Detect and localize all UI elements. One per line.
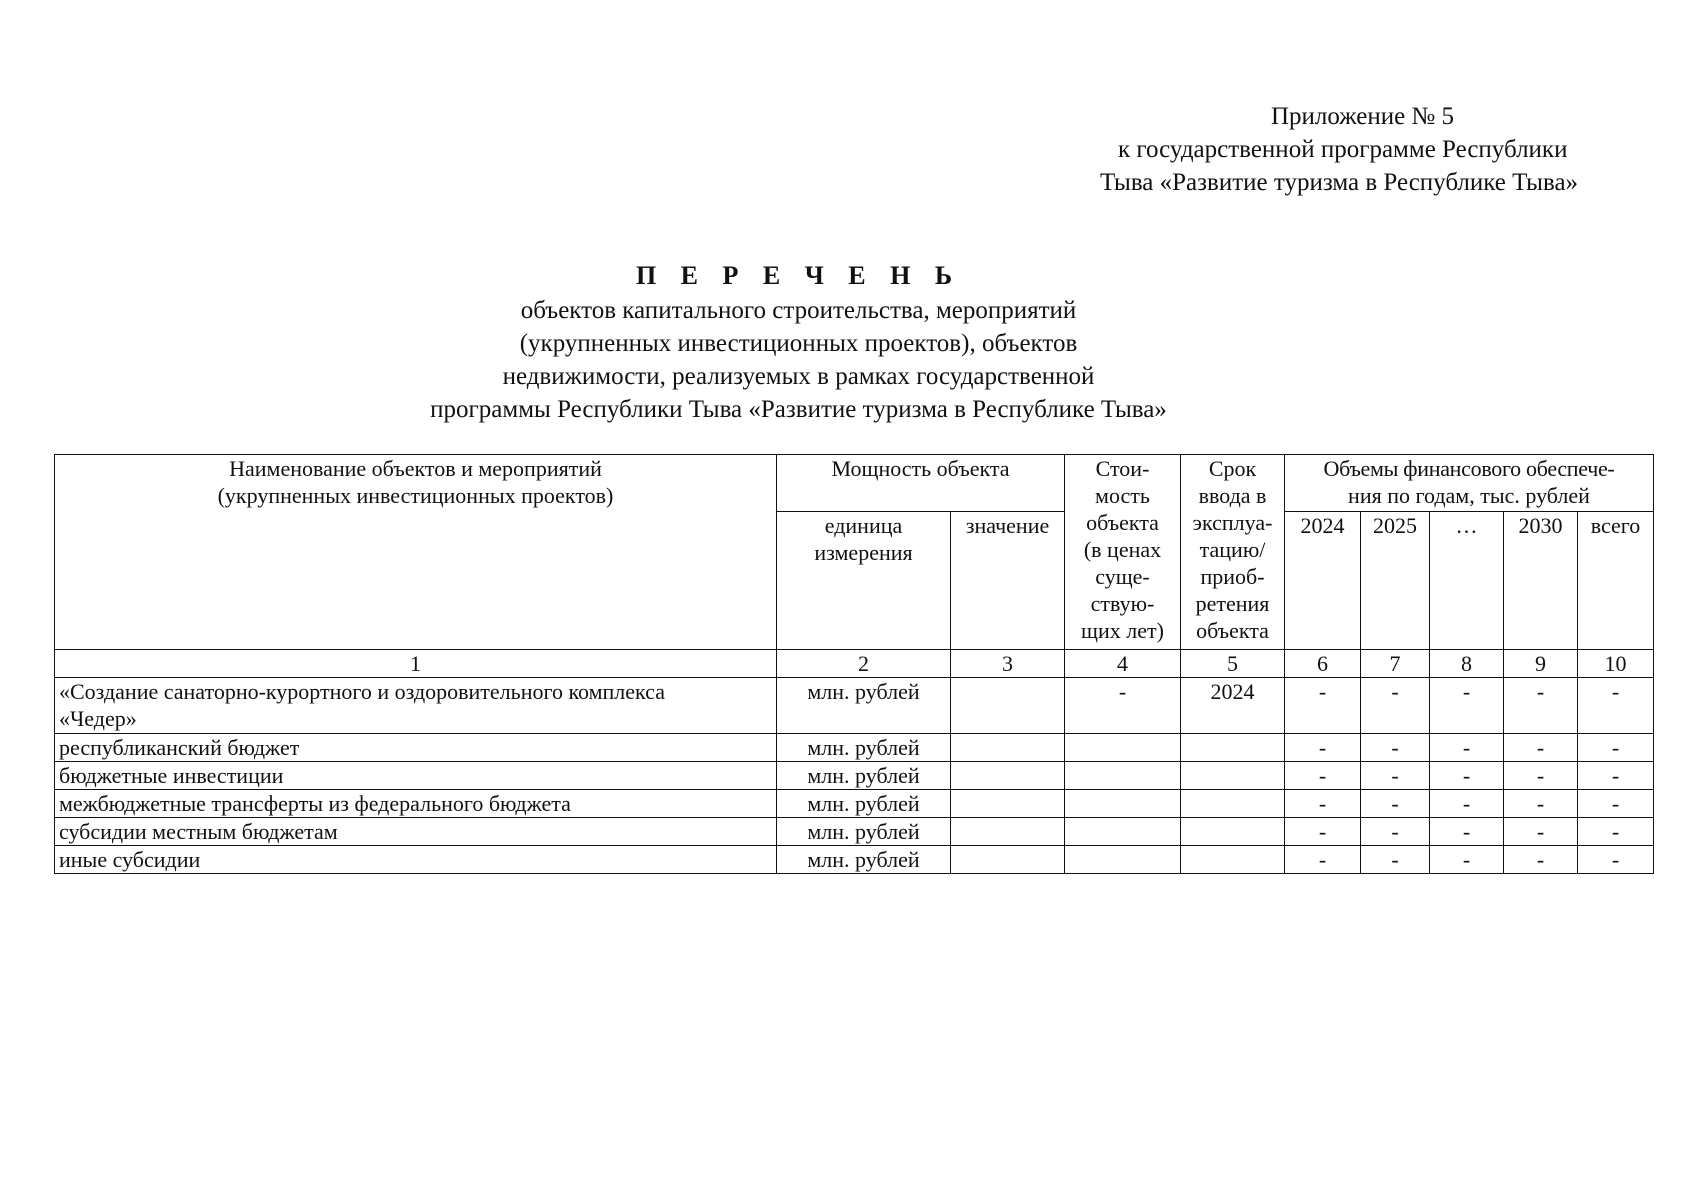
row-unit: млн. рублей — [777, 762, 951, 790]
row-term — [1181, 818, 1285, 846]
header-cost: Стои- мость объекта (в ценах суще- ствую- щих лет) — [1065, 455, 1181, 650]
document-heading — [0, 258, 1697, 426]
header-term: Срок ввода в эксплуа- тацию/ приоб- ретения объекта — [1181, 455, 1285, 650]
row-name: бюджетные инвестиции — [55, 762, 777, 790]
row-2030: - — [1504, 790, 1578, 818]
row-2025: - — [1361, 818, 1430, 846]
row-cost — [1065, 846, 1181, 874]
header-capacity: Мощность объекта — [777, 455, 1065, 512]
row-2024: - — [1285, 762, 1361, 790]
document-subtitle-line2: (укрупненных инвестиционных проектов), объектов — [519, 330, 1078, 357]
row-cost — [1065, 818, 1181, 846]
header-year-2025: 2025 — [1361, 512, 1430, 650]
document-title: П Е Р Е Ч Е Н Ь — [635, 261, 962, 290]
row-2025: - — [1361, 762, 1430, 790]
column-number: 9 — [1504, 650, 1578, 678]
row-ellipsis: - — [1430, 790, 1504, 818]
row-value — [951, 818, 1065, 846]
document-subtitle-line3: недвижимости, реализуемых в рамках государственной — [502, 363, 1095, 390]
row-2025: - — [1361, 734, 1430, 762]
row-2025: - — [1361, 790, 1430, 818]
row-cost — [1065, 762, 1181, 790]
row-2024: - — [1285, 846, 1361, 874]
header-unit: единица измерения — [777, 512, 951, 650]
row-2024: - — [1285, 790, 1361, 818]
header-year-2030: 2030 — [1504, 512, 1578, 650]
row-name: республиканский бюджет — [55, 734, 777, 762]
row-2030: - — [1504, 818, 1578, 846]
row-value — [951, 678, 1065, 734]
row-term — [1181, 734, 1285, 762]
row-2030: - — [1504, 734, 1578, 762]
row-name: «Создание санаторно-курортного и оздоровительного комплекса «Чедер» — [55, 678, 777, 734]
row-total: - — [1578, 818, 1654, 846]
row-term: 2024 — [1181, 678, 1285, 734]
row-total: - — [1578, 790, 1654, 818]
row-term — [1181, 762, 1285, 790]
row-value — [951, 762, 1065, 790]
row-unit: млн. рублей — [777, 678, 951, 734]
row-term — [1181, 846, 1285, 874]
row-unit: млн. рублей — [777, 790, 951, 818]
row-name: субсидии местным бюджетам — [55, 818, 777, 846]
row-ellipsis: - — [1430, 734, 1504, 762]
appendix-program-name: Тыва «Развитие туризма в Республике Тыва» — [1100, 169, 1579, 196]
row-cost — [1065, 790, 1181, 818]
row-value — [951, 790, 1065, 818]
objects-table — [54, 454, 1654, 874]
table-row — [55, 790, 1654, 818]
row-2030: - — [1504, 678, 1578, 734]
column-number: 3 — [951, 650, 1065, 678]
row-cost: - — [1065, 678, 1181, 734]
column-number: 4 — [1065, 650, 1181, 678]
header-value: значение — [951, 512, 1065, 650]
appendix-note — [1050, 100, 1650, 199]
row-ellipsis: - — [1430, 678, 1504, 734]
column-number: 1 — [55, 650, 777, 678]
row-value — [951, 846, 1065, 874]
header-total: всего — [1578, 512, 1654, 650]
row-total: - — [1578, 846, 1654, 874]
row-2025: - — [1361, 846, 1430, 874]
column-number: 7 — [1361, 650, 1430, 678]
row-2024: - — [1285, 734, 1361, 762]
row-total: - — [1578, 678, 1654, 734]
table-row — [55, 678, 1654, 734]
column-number: 2 — [777, 650, 951, 678]
row-2030: - — [1504, 762, 1578, 790]
row-total: - — [1578, 734, 1654, 762]
row-value — [951, 734, 1065, 762]
document-subtitle-line1: объектов капитального строительства, мероприятий — [520, 297, 1077, 324]
row-name: межбюджетные трансферты из федерального бюджета — [55, 790, 777, 818]
table-row — [55, 762, 1654, 790]
table-row — [55, 734, 1654, 762]
row-2025: - — [1361, 678, 1430, 734]
row-2024: - — [1285, 818, 1361, 846]
row-name: иные субсидии — [55, 846, 777, 874]
header-year-ellipsis: … — [1430, 512, 1504, 650]
row-2024: - — [1285, 678, 1361, 734]
column-number: 5 — [1181, 650, 1285, 678]
column-number: 8 — [1430, 650, 1504, 678]
document-subtitle-line4: программы Республики Тыва «Развитие туризма в Республике Тыва» — [430, 396, 1167, 423]
row-term — [1181, 790, 1285, 818]
column-numbers-row — [55, 650, 1654, 678]
header-finance: Объемы финансового обеспече- ния по годам, тыс. рублей — [1285, 455, 1654, 512]
column-number: 6 — [1285, 650, 1361, 678]
appendix-program-ref: к государственной программе Республики — [1118, 136, 1568, 163]
row-unit: млн. рублей — [777, 734, 951, 762]
row-ellipsis: - — [1430, 846, 1504, 874]
row-2030: - — [1504, 846, 1578, 874]
row-ellipsis: - — [1430, 818, 1504, 846]
header-name: Наименование объектов и мероприятий (укрупненных инвестиционных проектов) — [55, 455, 777, 650]
row-total: - — [1578, 762, 1654, 790]
row-unit: млн. рублей — [777, 846, 951, 874]
row-unit: млн. рублей — [777, 818, 951, 846]
row-ellipsis: - — [1430, 762, 1504, 790]
appendix-number: Приложение № 5 — [1271, 103, 1455, 130]
header-year-2024: 2024 — [1285, 512, 1361, 650]
row-cost — [1065, 734, 1181, 762]
table-row — [55, 846, 1654, 874]
table-row — [55, 818, 1654, 846]
column-number: 10 — [1578, 650, 1654, 678]
